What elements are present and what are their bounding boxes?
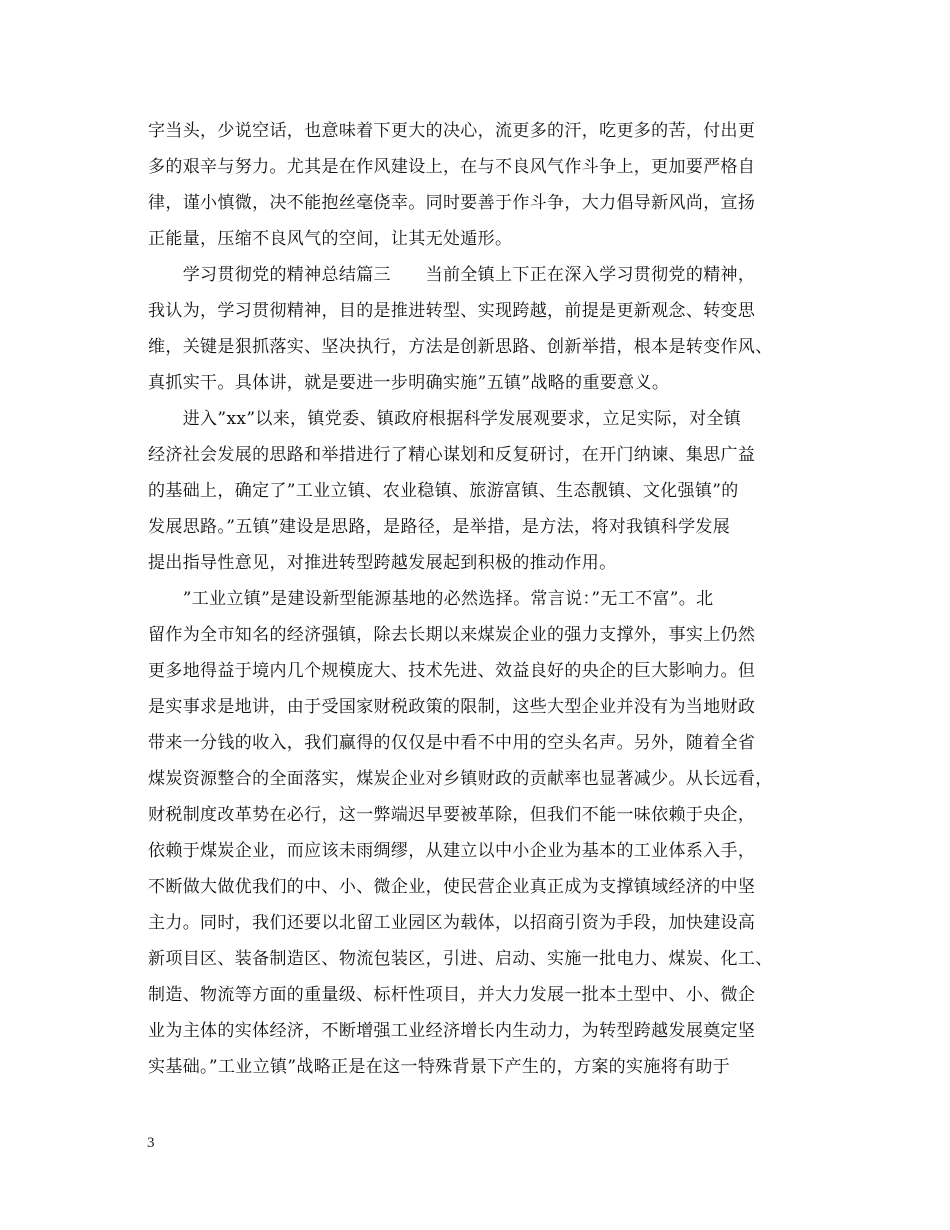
text-line: 提出指导性意见，对推进转型跨越发展起到积极的推动作用。 (148, 553, 617, 573)
text-line: 是实事求是地讲，由于受国家财税政策的限制，这些大型企业并没有为当地财政 (148, 697, 756, 717)
text-line: 更多地得益于境内几个规模庞大、技术先进、效益良好的央企的巨大影响力。但 (148, 661, 756, 681)
text-line: 制造、物流等方面的重量级、标杆性项目，并大力发展一批本土型中、小、微企 (148, 985, 756, 1005)
text-line: 煤炭资源整合的全面落实，煤炭企业对乡镇财政的贡献率也显著减少。从长远看， (148, 769, 773, 789)
text-line: 进入”xx”以来，镇党委、镇政府根据科学发展观要求，立足实际，对全镇 (148, 409, 742, 429)
text-line: 主力。同时，我们还要以北留工业园区为载体，以招商引资为手段，加快建设高 (148, 913, 756, 933)
text-line: 新项目区、装备制造区、物流包装区，引进、启动、实施一批电力、煤炭、化工、 (148, 949, 773, 969)
text-line: 经济社会发展的思路和举措进行了精心谋划和反复研讨，在开门纳谏、集思广益 (148, 445, 756, 465)
text-line: 依赖于煤炭企业，而应该未雨绸缪，从建立以中小企业为基本的工业体系入手， (148, 841, 756, 861)
text-line: 实基础。”工业立镇”战略正是在这一特殊背景下产生的，方案的实施将有助于 (148, 1057, 731, 1077)
text-line: ”工业立镇”是建设新型能源基地的必然选择。常言说：”无工不富”。北 (148, 589, 714, 609)
text-line: 不断做大做优我们的中、小、微企业，使民营企业真正成为支撑镇域经济的中坚 (148, 877, 756, 897)
text-line: 正能量，压缩不良风气的空间，让其无处遁形。 (148, 229, 513, 249)
text-line: 我认为，学习贯彻精神，目的是推进转型、实现跨越，前提是更新观念、转变思 (148, 301, 756, 321)
text-line: 业为主体的实体经济，不断增强工业经济增长内生动力，为转型跨越发展奠定坚 (148, 1021, 756, 1041)
text-line: 真抓实干。具体讲，就是要进一步明确实施”五镇”战略的重要意义。 (148, 373, 670, 393)
text-line: 发展思路。”五镇”建设是思路，是路径，是举措，是方法，将对我镇科学发展 (148, 517, 731, 537)
text-line: 律，谨小慎微，决不能抱丝毫侥幸。同时要善于作斗争，大力倡导新风尚，宣扬 (148, 193, 756, 213)
text-line: 学习贯彻党的精神总结篇三 当前全镇上下正在深入学习贯彻党的精神， (148, 265, 756, 285)
text-line: 财税制度改革势在必行，这一弊端迟早要被革除，但我们不能一味依赖于央企， (148, 805, 756, 825)
text-line: 维，关键是狠抓落实、坚决执行，方法是创新思路、创新举措，根本是转变作风、 (148, 337, 773, 357)
text-line: 留作为全市知名的经济强镇，除去长期以来煤炭企业的强力支撑外，事实上仍然 (148, 625, 756, 645)
text-line: 的基础上，确定了”工业立镇、农业稳镇、旅游富镇、生态靓镇、文化强镇”的 (148, 481, 739, 501)
body-text (148, 113, 806, 1085)
page-number: 3 (147, 1135, 155, 1151)
text-line: 字当头，少说空话，也意味着下更大的决心，流更多的汗，吃更多的苦，付出更 (148, 121, 756, 141)
text-line: 多的艰辛与努力。尤其是在作风建设上，在与不良风气作斗争上，更加要严格自 (148, 157, 756, 177)
text-line: 带来一分钱的收入，我们赢得的仅仅是中看不中用的空头名声。另外，随着全省 (148, 733, 756, 753)
